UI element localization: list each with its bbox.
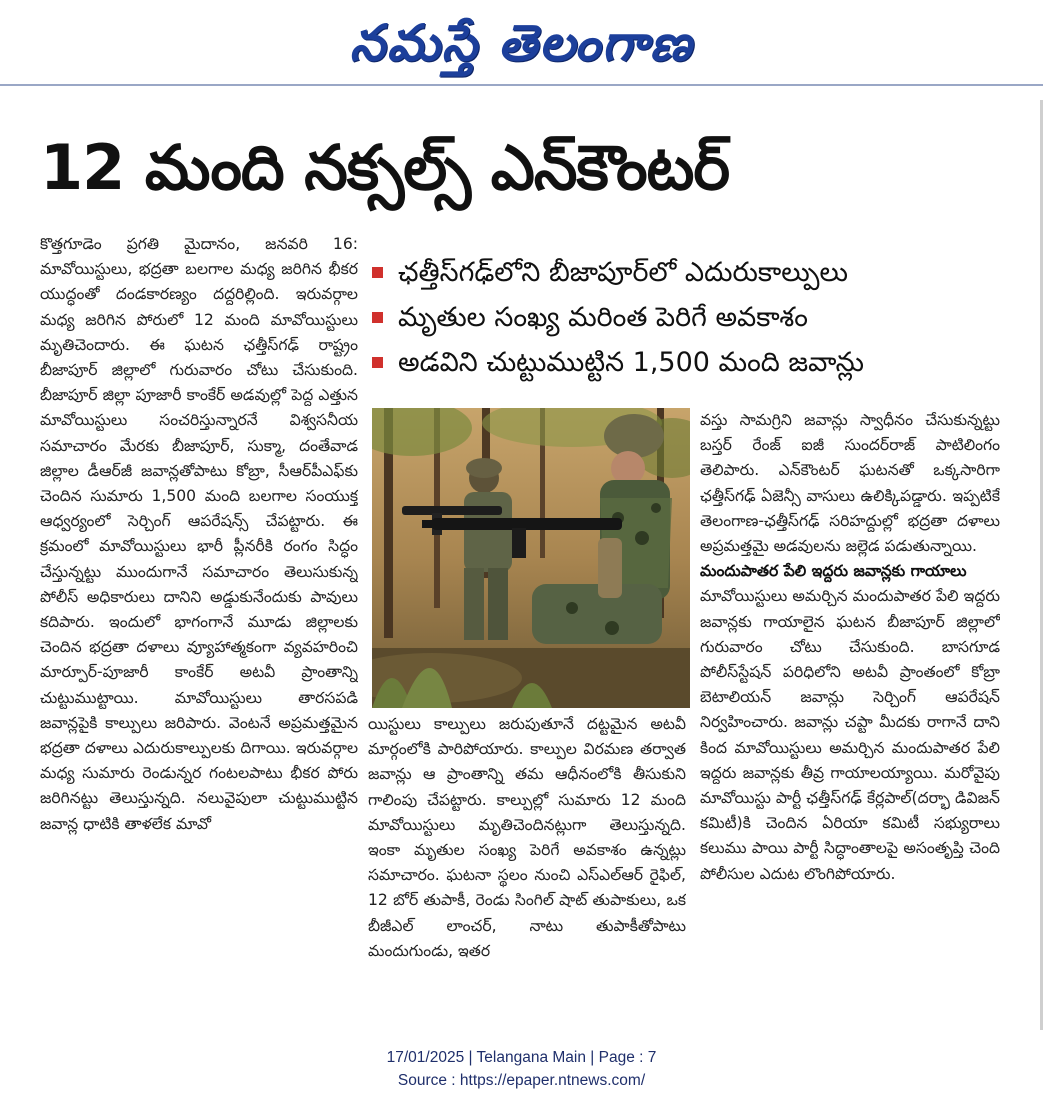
edition-info: 17/01/2025 | Telangana Main | Page : 7 [386, 1049, 657, 1066]
highlight-text: ఛత్తీస్‌గఢ్‌లోని బీజాపూర్‌లో ఎదురుకాల్పులు [398, 257, 849, 288]
paragraph: యిస్టులు కాల్పులు జరుపుతూనే దట్టమైన అటవీ మార్గంలోకి పారిపోయారు. కాల్పుల విరమణ తర్వాత జవాన్లు ఆ ప్రాంతాన్ని తమ ఆధీనంలోకి తీసుకుని గాలింపు చేపట్టారు. కాల్పుల్లో సుమారు 12 మంది మావోయిస్టులు మృతిచెందినట్లుగా తెలుస్తున్నది. ఇంకా మృతుల సంఖ్య పెరిగే అవకాశం ఉన్నట్లు సమాచారం. ఘటనా స్థలం నుంచి ఎస్ఎల్ఆర్ రైఫిల్, 12 బోర్ తుపాకీ, రెండు సింగిల్ షాట్ తుపాకులు, ఒక బీజీఎల్ లాంచర్, నాటు తుపాకీతోపాటు మందుగుండు, ఇతర [368, 715, 686, 960]
square-bullet-icon [372, 312, 383, 323]
paragraph: వస్తు సామగ్రిని జవాన్లు స్వాధీనం చేసుకున్నట్టు బస్తర్ రేంజ్ ఐజీ సుందర్‌రాజ్ పాటిలింగం తెలిపారు. ఎన్‌కౌంటర్ ఘటనతో ఒక్కసారిగా ఛత్తీస్‌గఢ్ ఏజెన్సీ వాసులు ఉలిక్కిపడ్డారు. ఇప్పటికే తెలంగాణ-ఛత్తీస్‌గఢ్ సరిహద్దుల్లో భద్రతా దళాలు అప్రమత్తమై అడవులను జల్లెడ పడుతున్నాయి. [700, 411, 1000, 556]
article-column-left [40, 232, 358, 1032]
paragraph: మావోయిస్టులు అమర్చిన మందుపాతర పేలి ఇద్దరు జవాన్లకు గాయాలైన ఘటన బీజాపూర్ జిల్లాలో గురువారం చోటు చేసుకుంది. బాసగూడ పోలీస్‌స్టేషన్ పరిధిలోని అటవీ ప్రాంతంలో కోబ్రా బెటాలియన్ జవాన్లు సెర్చింగ్ ఆపరేషన్ నిర్వహించారు. జవాన్లు చప్టా మీదకు రాగానే దాని కింద మావోయిస్టులు అమర్చిన మందుపాతర పేలి ఇద్దరు జవాన్లకు తీవ్ర గాయాలయ్యాయి. మరోవైపు మావోయిస్టు పార్టీ ఛత్తీస్‌గఢ్ కేర్లపాల్(దర్భా డివిజన్ కమిటీ)కి చెందిన ఏరియా కమిటీ సభ్యురాలు కలుము పాయి పార్టీ సిద్ధాంతాలపై అసంతృప్తి చెంది పోలీసుల ఎదుట లొంగిపోయారు. [700, 587, 1000, 883]
newspaper-logo: నమస్తే తెలంగాణ [349, 13, 694, 72]
square-bullet-icon [372, 267, 383, 278]
square-bullet-icon [372, 357, 383, 368]
highlight-bullet [372, 340, 1012, 385]
highlight-text: అడవిని చుట్టుముట్టిన 1,500 మంది జవాన్లు [398, 347, 864, 378]
article-headline: 12 మంది నక్సల్స్ ఎన్‌కౌంటర్ [40, 131, 730, 204]
source-link[interactable]: Source : https://epaper.ntnews.com/ [397, 1072, 646, 1089]
soldiers-in-forest-image [372, 408, 690, 708]
news-photo [372, 408, 690, 708]
highlight-bullets [372, 250, 1012, 400]
masthead [0, 8, 1043, 78]
highlight-bullet [372, 295, 1012, 340]
paragraph: కొత్తగూడెం ప్రగతి మైదానం, జనవరి 16: మావోయిస్టులు, భద్రతా బలగాల మధ్య జరిగిన భీకర యుద్ధంతో దండకారణ్యం దద్దరిల్లింది. ఇరువర్గాల మధ్య జరిగిన పోరులో 12 మంది మావోయిస్టులు మృతిచెందారు. ఈ ఘటన ఛత్తీస్‌గఢ్ రాష్ట్రం బీజాపూర్ జిల్లాలో గురువారం చోటు చేసుకుంది. బీజాపూర్ జిల్లా పూజారీ కాంకేర్ అడవుల్లో పెద్ద ఎత్తున మావోయిస్టులు సంచరిస్తున్నారనే విశ్వసనీయ సమాచారం మేరకు బీజాపూర్, సుక్మా, దంతేవాడ జిల్లాల డీఆర్‌జీ జవాన్లతోపాటు కోబ్రా, సీఆర్‌పీఎఫ్‌కు చెందిన సుమారు 1,500 మంది బలగాల సంయుక్త ఆధ్వర్యంలో సెర్చింగ్ ఆపరేషన్స్ చేపట్టారు. ఈ క్రమంలో మావోయిస్టులు భారీ ప్లీనరీకి రంగం సిద్ధం చేస్తున్నట్టు ముందుగానే సమాచారం తెలుసుకున్న పోలీస్ అధికారులు దానిని అడ్డుకునేందుకు పావులు కదిపారు. ఇందులో భాగంగానే మూడు జిల్లాలకు చెందిన భద్రతా దళాలు వ్యూహాత్మకంగా వ్యవహరించి మార్పూర్-పూజారీ కాంకేర్ అటవీ ప్రాంతాన్ని చుట్టుముట్టాయి. మావోయిస్టులు తారసపడి జవాన్లపైకి కాల్పులు జరిపారు. వెంటనే అప్రమత్తమైన భద్రతా దళాలు ఎదురుకాల్పులకు దిగాయి. ఇరువర్గాల మధ్య సుమారు రెండున్నర గంటలపాటు భీకర పోరు జరిగినట్టు తెలుస్తున్నది. నలువైపులా చుట్టుముట్టిన జవాన్ల ధాటికి తాళలేక మావో [40, 235, 358, 833]
masthead-divider [0, 84, 1043, 86]
section-subheading: మందుపాతర పేలి ఇద్దరు జవాన్లకు గాయాలు [700, 562, 967, 581]
highlight-bullet [372, 250, 1012, 295]
highlight-text: మృతుల సంఖ్య మరింత పెరిగే అవకాశం [398, 302, 808, 333]
article-column-middle [368, 712, 686, 1032]
article-column-right [700, 408, 1000, 1028]
page-footer [0, 1046, 1043, 1092]
